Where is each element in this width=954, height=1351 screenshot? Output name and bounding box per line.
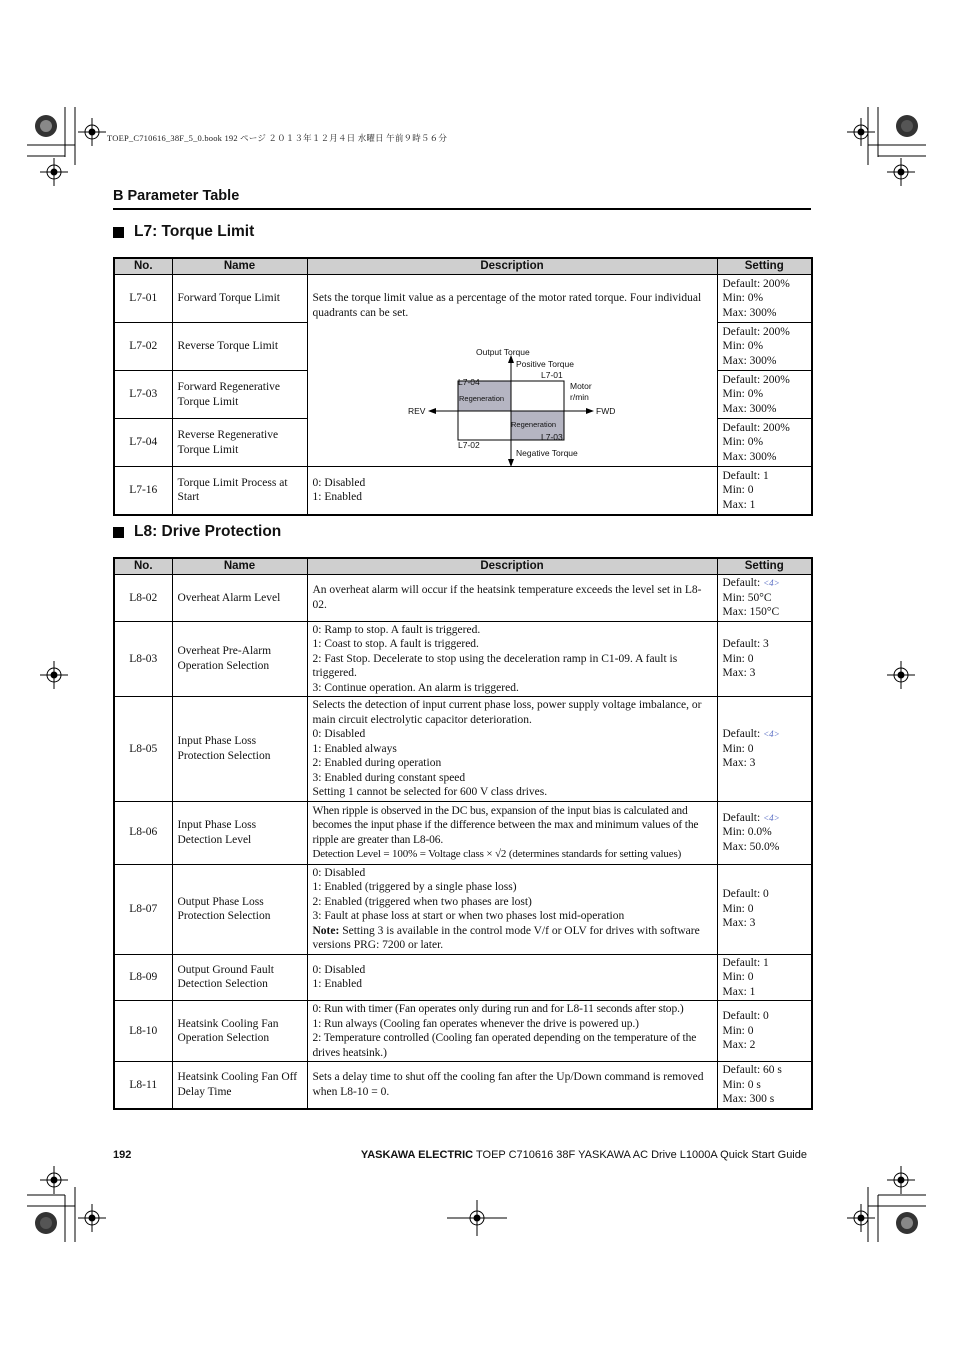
table-row bbox=[114, 275, 812, 323]
setting-min: Min: 50°C bbox=[722, 591, 772, 604]
param-no: L8-03 bbox=[114, 621, 172, 697]
setting-min: Min: 0% bbox=[722, 340, 764, 353]
setting-default: Default: 0 bbox=[722, 1010, 769, 1023]
setting-min: Min: 0 bbox=[722, 484, 754, 496]
table-row bbox=[114, 864, 812, 954]
setting-default: Default: 60 s bbox=[722, 1064, 782, 1076]
col-header-no: No. bbox=[114, 258, 172, 275]
setting-min: Min: 0% bbox=[722, 292, 764, 305]
desc-line: 1: Enabled (triggered by a single phase loss) bbox=[312, 881, 517, 893]
setting-max: Max: 300 s bbox=[722, 1093, 775, 1105]
table-row bbox=[114, 621, 812, 697]
l7-title-text: L7: Torque Limit bbox=[134, 223, 255, 240]
param-no: L8-09 bbox=[114, 954, 172, 1001]
param-setting bbox=[717, 1062, 812, 1109]
param-no: L7-01 bbox=[114, 275, 172, 323]
col-header-setting: Setting bbox=[717, 558, 812, 575]
desc-line: When ripple is observed in the DC bus, expansion of the input bias is calculated and becomes the input phase if the difference between the max and minimum values of the ripple are greater than L8-06. bbox=[312, 804, 699, 846]
col-header-setting: Setting bbox=[717, 258, 812, 275]
setting-max: Max: 300% bbox=[722, 450, 777, 463]
col-header-name: Name bbox=[172, 558, 307, 575]
setting-min: Min: 0 bbox=[722, 742, 754, 755]
setting-max: Max: 50.0% bbox=[722, 840, 780, 853]
param-name: Output Phase Loss Protection Selection bbox=[172, 864, 307, 954]
param-name: Input Phase Loss Detection Level bbox=[172, 801, 307, 864]
desc-line: 2: Temperature controlled (Cooling fan operated depending on the temperature of the drives heatsink.) bbox=[312, 1032, 697, 1059]
setting-default-label: Default: bbox=[722, 728, 764, 740]
param-setting bbox=[717, 864, 812, 954]
setting-min: Min: 0 bbox=[722, 1024, 754, 1037]
param-description bbox=[307, 575, 717, 622]
label-l703: L7-03 bbox=[540, 432, 563, 442]
param-setting bbox=[717, 575, 812, 622]
l8-table bbox=[113, 557, 813, 1110]
setting-max: Max: 300% bbox=[722, 402, 777, 415]
param-name: Heatsink Cooling Fan Operation Selection bbox=[172, 1001, 307, 1062]
setting-default bbox=[723, 576, 807, 591]
desc-line: 0: Disabled bbox=[312, 476, 366, 489]
param-no: L7-03 bbox=[114, 371, 172, 419]
desc-line: 0: Disabled bbox=[312, 728, 366, 740]
note-ref-link[interactable]: <4> bbox=[763, 578, 780, 588]
table-header-row bbox=[114, 558, 812, 575]
print-header: TOEP_C710616_38F_5_0.book 192 ページ ２０１３年１２月４日 水曜日 午前９時５６分 bbox=[107, 133, 448, 143]
setting-default-label: Default: bbox=[722, 811, 764, 824]
setting-min: Min: 0.0% bbox=[722, 826, 772, 839]
desc-line: 3: Enabled during constant speed bbox=[312, 771, 466, 784]
desc-line: 1: Enabled bbox=[312, 491, 362, 504]
setting-min: Min: 0% bbox=[722, 436, 764, 449]
setting-max: Max: 1 bbox=[722, 498, 756, 511]
setting-min: Min: 0% bbox=[722, 388, 764, 401]
desc-line: 2: Enabled during operation bbox=[312, 757, 442, 769]
setting-max: Max: 1 bbox=[722, 985, 756, 998]
label-l702: L7-02 bbox=[457, 440, 480, 450]
desc-line: 1: Enabled always bbox=[312, 742, 397, 755]
desc-line: 3: Fault at phase loss at start or when two phases lost mid-operation bbox=[312, 910, 625, 922]
desc-line: 2: Fast Stop. Decelerate to stop using the deceleration ramp in C1-09. A fault is triggered. bbox=[312, 652, 678, 679]
note-ref-link[interactable]: <4> bbox=[763, 729, 780, 739]
param-setting bbox=[717, 275, 812, 323]
param-no: L8-02 bbox=[114, 575, 172, 622]
page-number: 192 bbox=[113, 1149, 132, 1161]
label-l701: L7-01 bbox=[540, 370, 563, 380]
table-row bbox=[114, 467, 812, 515]
col-header-description: Description bbox=[307, 258, 717, 275]
param-setting bbox=[717, 467, 812, 515]
setting-default: Default: 1 bbox=[722, 956, 769, 969]
param-name: Forward Torque Limit bbox=[172, 275, 307, 323]
param-name: Overheat Pre-Alarm Operation Selection bbox=[172, 621, 307, 697]
torque-quadrant-diagram bbox=[308, 343, 716, 473]
setting-default: Default: 200% bbox=[722, 373, 790, 386]
setting-max: Max: 2 bbox=[722, 1039, 756, 1052]
setting-max: Max: 300% bbox=[722, 306, 777, 319]
setting-default: Default: 200% bbox=[722, 421, 790, 434]
label-l704: L7-04 bbox=[457, 377, 480, 387]
footer-title bbox=[361, 1149, 807, 1161]
param-description bbox=[307, 864, 717, 954]
setting-default bbox=[723, 727, 807, 742]
label-rmin: r/min bbox=[569, 392, 589, 402]
square-bullet-icon bbox=[113, 527, 124, 538]
setting-max: Max: 300% bbox=[722, 354, 777, 367]
desc-line: 1: Coast to stop. A fault is triggered. bbox=[312, 638, 479, 650]
desc-line: 2: Enabled (triggered when two phases are lost) bbox=[312, 895, 532, 908]
setting-default: Default: 1 bbox=[722, 469, 769, 482]
param-setting bbox=[717, 1001, 812, 1062]
desc-line: 0: Disabled bbox=[312, 866, 366, 879]
section-header: B Parameter Table bbox=[113, 188, 240, 204]
param-name: Overheat Alarm Level bbox=[172, 575, 307, 622]
l7-table bbox=[113, 257, 813, 516]
footer-doc: TOEP C710616 38F YASKAWA AC Drive L1000A Quick Start Guide bbox=[473, 1149, 807, 1161]
label-output-torque: Output Torque bbox=[475, 347, 530, 357]
param-description bbox=[307, 954, 717, 1001]
table-header-row bbox=[114, 258, 812, 275]
desc-line: 0: Ramp to stop. A fault is triggered. bbox=[312, 623, 481, 636]
label-positive-torque: Positive Torque bbox=[515, 359, 574, 369]
table-row bbox=[114, 1062, 812, 1109]
setting-max: Max: 3 bbox=[722, 667, 756, 679]
col-header-description: Description bbox=[307, 558, 717, 575]
torque-description-cell bbox=[307, 275, 717, 467]
note-ref-link[interactable]: <4> bbox=[763, 812, 780, 823]
param-description bbox=[307, 621, 717, 697]
table-row bbox=[114, 801, 812, 864]
param-no: L7-16 bbox=[114, 467, 172, 515]
label-regen-right: Regeneration bbox=[510, 420, 556, 429]
desc-line: Setting 1 cannot be selected for 600 V class drives. bbox=[312, 786, 548, 798]
param-description bbox=[307, 1062, 717, 1109]
table-row bbox=[114, 954, 812, 1001]
setting-max: Max: 3 bbox=[722, 757, 756, 769]
desc-line: 0: Run with timer (Fan operates only during run and for L8-11 seconds after stop.) bbox=[312, 1003, 684, 1015]
table-row bbox=[114, 697, 812, 802]
param-setting bbox=[717, 621, 812, 697]
setting-min: Min: 0 bbox=[722, 652, 754, 665]
table-row bbox=[114, 575, 812, 622]
setting-min: Min: 0 s bbox=[722, 1078, 761, 1091]
setting-default: Default: 200% bbox=[722, 277, 790, 290]
param-setting bbox=[717, 371, 812, 419]
setting-min: Min: 0 bbox=[722, 902, 754, 915]
param-name: Torque Limit Process at Start bbox=[172, 467, 307, 515]
desc-line: 0: Disabled bbox=[312, 963, 366, 976]
param-no: L8-11 bbox=[114, 1062, 172, 1109]
label-regen-left: Regeneration bbox=[458, 394, 504, 403]
param-name: Reverse Regenerative Torque Limit bbox=[172, 419, 307, 467]
desc-line: 1: Enabled bbox=[312, 978, 362, 991]
col-header-name: Name bbox=[172, 258, 307, 275]
param-description bbox=[307, 1001, 717, 1062]
desc-line: Detection Level = 100% = Voltage class × √2 (determines standards for setting values) bbox=[312, 848, 682, 860]
desc-line: Sets a delay time to shut off the cooling fan after the Up/Down command is removed when L8-10 = 0. bbox=[312, 1071, 704, 1098]
label-rev: REV bbox=[407, 406, 425, 416]
param-no: L7-02 bbox=[114, 323, 172, 371]
desc-note bbox=[313, 924, 712, 953]
setting-max: Max: 3 bbox=[722, 917, 756, 930]
param-setting bbox=[717, 801, 812, 864]
note-text: Setting 3 is available in the control mode V/f or OLV for drives with software versions PRG: 7200 or later. bbox=[312, 924, 700, 951]
footer-brand: YASKAWA ELECTRIC bbox=[360, 1149, 474, 1161]
setting-max: Max: 150°C bbox=[722, 606, 780, 618]
param-description bbox=[307, 697, 717, 802]
section-rule bbox=[113, 208, 811, 210]
label-negative-torque: Negative Torque bbox=[515, 448, 578, 458]
param-setting bbox=[717, 697, 812, 802]
setting-default: Default: 3 bbox=[722, 638, 769, 650]
note-label: Note: bbox=[312, 924, 340, 937]
l7-title bbox=[113, 223, 254, 241]
setting-min: Min: 0 bbox=[722, 971, 754, 983]
desc-line: Selects the detection of input current phase loss, power supply voltage imbalance, or main circuit electrolytic capacitor deterioration. bbox=[312, 699, 702, 726]
setting-default-label: Default: bbox=[722, 577, 764, 589]
param-no: L8-05 bbox=[114, 697, 172, 802]
param-no: L8-07 bbox=[114, 864, 172, 954]
desc-line: 1: Run always (Cooling fan operates whenever the drive is powered up.) bbox=[312, 1017, 639, 1030]
l8-title-text: L8: Drive Protection bbox=[134, 523, 282, 540]
param-no: L8-10 bbox=[114, 1001, 172, 1062]
l8-title bbox=[113, 523, 281, 541]
param-name: Heatsink Cooling Fan Off Delay Time bbox=[172, 1062, 307, 1109]
param-setting bbox=[717, 419, 812, 467]
param-no: L8-06 bbox=[114, 801, 172, 864]
square-bullet-icon bbox=[113, 227, 124, 238]
label-motor: Motor bbox=[569, 381, 592, 391]
setting-default bbox=[723, 811, 807, 826]
desc-line: An overheat alarm will occur if the heatsink temperature exceeds the level set in L8-02. bbox=[312, 584, 702, 611]
setting-default: Default: 0 bbox=[722, 888, 769, 901]
param-name: Output Ground Fault Detection Selection bbox=[172, 954, 307, 1001]
param-no: L7-04 bbox=[114, 419, 172, 467]
setting-default: Default: 200% bbox=[722, 325, 790, 338]
desc-line: 3: Continue operation. An alarm is triggered. bbox=[312, 681, 519, 694]
table-row bbox=[114, 1001, 812, 1062]
param-name: Forward Regenerative Torque Limit bbox=[172, 371, 307, 419]
col-header-no: No. bbox=[114, 558, 172, 575]
torque-description: Sets the torque limit value as a percentage of the motor rated torque. Four individual quadrants can be set. bbox=[312, 292, 702, 319]
param-setting bbox=[717, 323, 812, 371]
param-description bbox=[307, 467, 717, 515]
param-name: Input Phase Loss Protection Selection bbox=[172, 697, 307, 802]
param-name: Reverse Torque Limit bbox=[172, 323, 307, 371]
label-fwd: FWD bbox=[595, 406, 615, 416]
param-setting bbox=[717, 954, 812, 1001]
param-description bbox=[307, 801, 717, 864]
